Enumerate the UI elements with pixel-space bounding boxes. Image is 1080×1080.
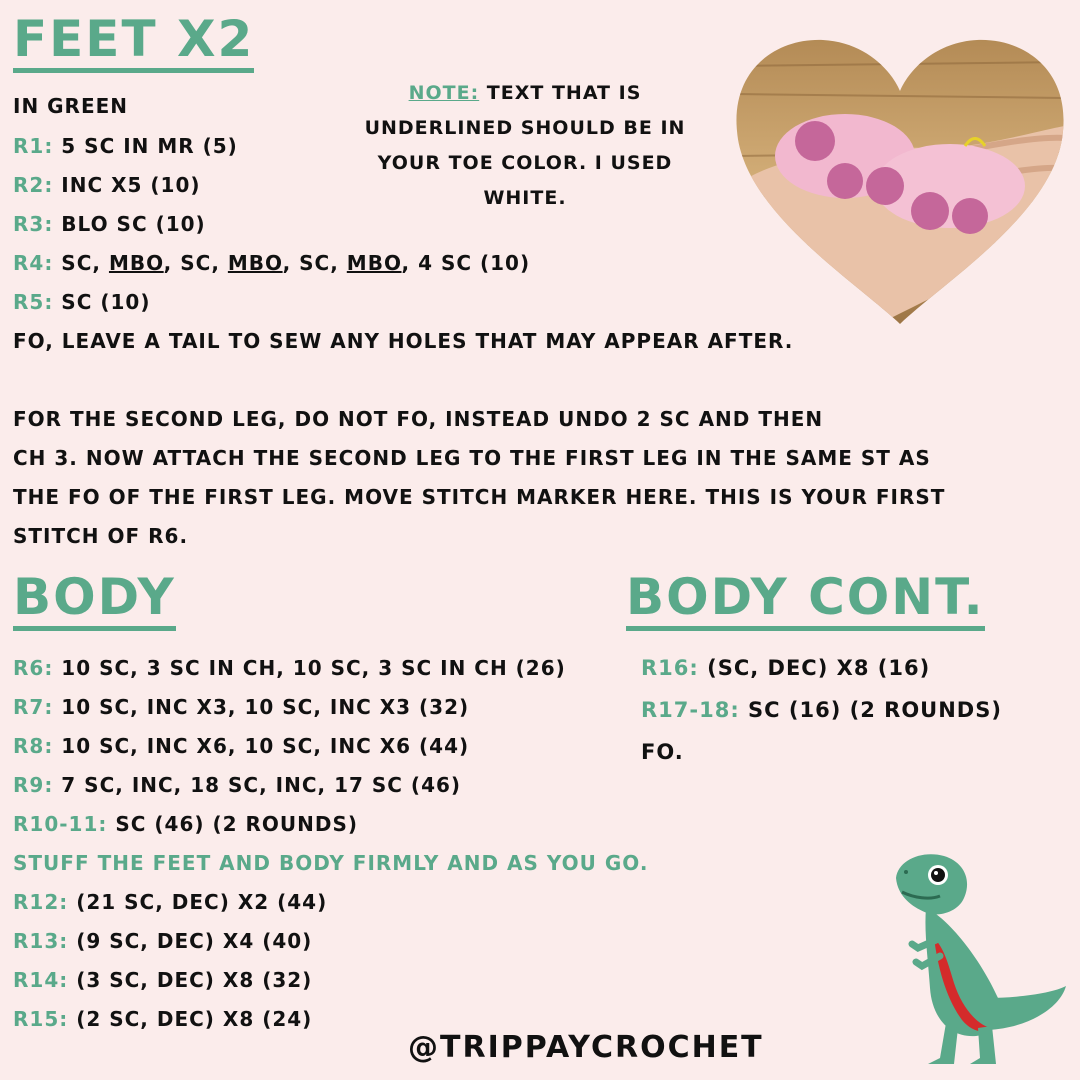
row-label: R12: bbox=[13, 890, 69, 914]
row-label: R10-11: bbox=[13, 812, 108, 836]
row-text: (9 SC, DEC) X4 (40) bbox=[76, 929, 313, 953]
row-label: R16: bbox=[641, 656, 699, 680]
second-leg-line-1: FOR THE SECOND LEG, DO NOT FO, INSTEAD UNDO 2 SC AND THEN bbox=[13, 407, 824, 431]
row-label: R17-18: bbox=[641, 698, 740, 722]
row-label: R9: bbox=[13, 773, 54, 797]
body-cont-row-r16 bbox=[641, 656, 930, 680]
feet-row-r3 bbox=[13, 212, 206, 236]
row-label: R15: bbox=[13, 1007, 69, 1031]
row-text-part: , SC, bbox=[163, 251, 228, 275]
toe-color-note bbox=[348, 76, 702, 216]
body-row-r8 bbox=[13, 734, 469, 758]
dinosaur-icon bbox=[888, 848, 1068, 1070]
feet-row-r4 bbox=[13, 251, 530, 275]
row-text: 7 SC, INC, 18 SC, INC, 17 SC (46) bbox=[61, 773, 462, 797]
row-text: 10 SC, INC X6, 10 SC, INC X6 (44) bbox=[61, 734, 470, 758]
body-cont-fo: FO. bbox=[641, 740, 684, 764]
row-label: R2: bbox=[13, 173, 54, 197]
note-text: TEXT THAT IS UNDERLINED SHOULD BE IN YOUR TOE COLOR. I USED WHITE. bbox=[364, 82, 686, 209]
second-leg-line-4: STITCH OF R6. bbox=[13, 524, 189, 548]
row-label: R6: bbox=[13, 656, 54, 680]
body-title: BODY bbox=[13, 572, 176, 631]
row-text: SC (46) (2 ROUNDS) bbox=[115, 812, 359, 836]
body-row-r9 bbox=[13, 773, 461, 797]
row-label: R14: bbox=[13, 968, 69, 992]
body-row-r10-11 bbox=[13, 812, 358, 836]
row-text: (21 SC, DEC) X2 (44) bbox=[76, 890, 328, 914]
row-label: R8: bbox=[13, 734, 54, 758]
row-label: R7: bbox=[13, 695, 54, 719]
body-row-r15 bbox=[13, 1007, 312, 1031]
row-label: R3: bbox=[13, 212, 54, 236]
feet-color-line: IN GREEN bbox=[13, 94, 129, 118]
stuff-instruction: STUFF THE FEET AND BODY FIRMLY AND AS YOU GO. bbox=[13, 851, 649, 875]
underlined-stitch: MBO bbox=[108, 251, 164, 275]
row-text: (3 SC, DEC) X8 (32) bbox=[76, 968, 313, 992]
feet-row-r1 bbox=[13, 134, 238, 158]
row-text: SC (16) (2 ROUNDS) bbox=[748, 698, 1002, 722]
second-leg-line-2: CH 3. NOW ATTACH THE SECOND LEG TO THE FIRST LEG IN THE SAME ST AS bbox=[13, 446, 931, 470]
row-text: 10 SC, INC X3, 10 SC, INC X3 (32) bbox=[61, 695, 470, 719]
row-text: SC (10) bbox=[61, 290, 151, 314]
row-label: R1: bbox=[13, 134, 54, 158]
body-row-r7 bbox=[13, 695, 469, 719]
heart-photo bbox=[735, 36, 1065, 326]
body-row-r12 bbox=[13, 890, 327, 914]
row-text: INC X5 (10) bbox=[61, 173, 201, 197]
feet-title: FEET X2 bbox=[13, 14, 254, 73]
row-text: 10 SC, 3 SC IN CH, 10 SC, 3 SC IN CH (26) bbox=[61, 656, 566, 680]
row-text-part: , SC, bbox=[282, 251, 347, 275]
row-text: 5 SC IN MR (5) bbox=[61, 134, 238, 158]
row-text: BLO SC (10) bbox=[61, 212, 206, 236]
second-leg-line-3: THE FO OF THE FIRST LEG. MOVE STITCH MARKER HERE. THIS IS YOUR FIRST bbox=[13, 485, 946, 509]
row-text: (2 SC, DEC) X8 (24) bbox=[76, 1007, 313, 1031]
row-label: R4: bbox=[13, 251, 54, 275]
body-row-r13 bbox=[13, 929, 312, 953]
row-text-part: , 4 SC (10) bbox=[401, 251, 531, 275]
feet-fo-line: FO, LEAVE A TAIL TO SEW ANY HOLES THAT MAY APPEAR AFTER. bbox=[13, 329, 794, 353]
underlined-stitch: MBO bbox=[346, 251, 402, 275]
body-row-r6 bbox=[13, 656, 566, 680]
instagram-handle: @TRIPPAYCROCHET bbox=[408, 1030, 764, 1065]
feet-row-r5 bbox=[13, 290, 150, 314]
row-text: (SC, DEC) X8 (16) bbox=[707, 656, 931, 680]
row-text-part: SC, bbox=[61, 251, 109, 275]
body-row-r14 bbox=[13, 968, 312, 992]
note-label: NOTE: bbox=[408, 82, 480, 104]
underlined-stitch: MBO bbox=[227, 251, 283, 275]
row-label: R5: bbox=[13, 290, 54, 314]
body-cont-row-r17-18 bbox=[641, 698, 1002, 722]
feet-row-r2 bbox=[13, 173, 201, 197]
body-cont-title: BODY CONT. bbox=[626, 572, 985, 631]
row-label: R13: bbox=[13, 929, 69, 953]
